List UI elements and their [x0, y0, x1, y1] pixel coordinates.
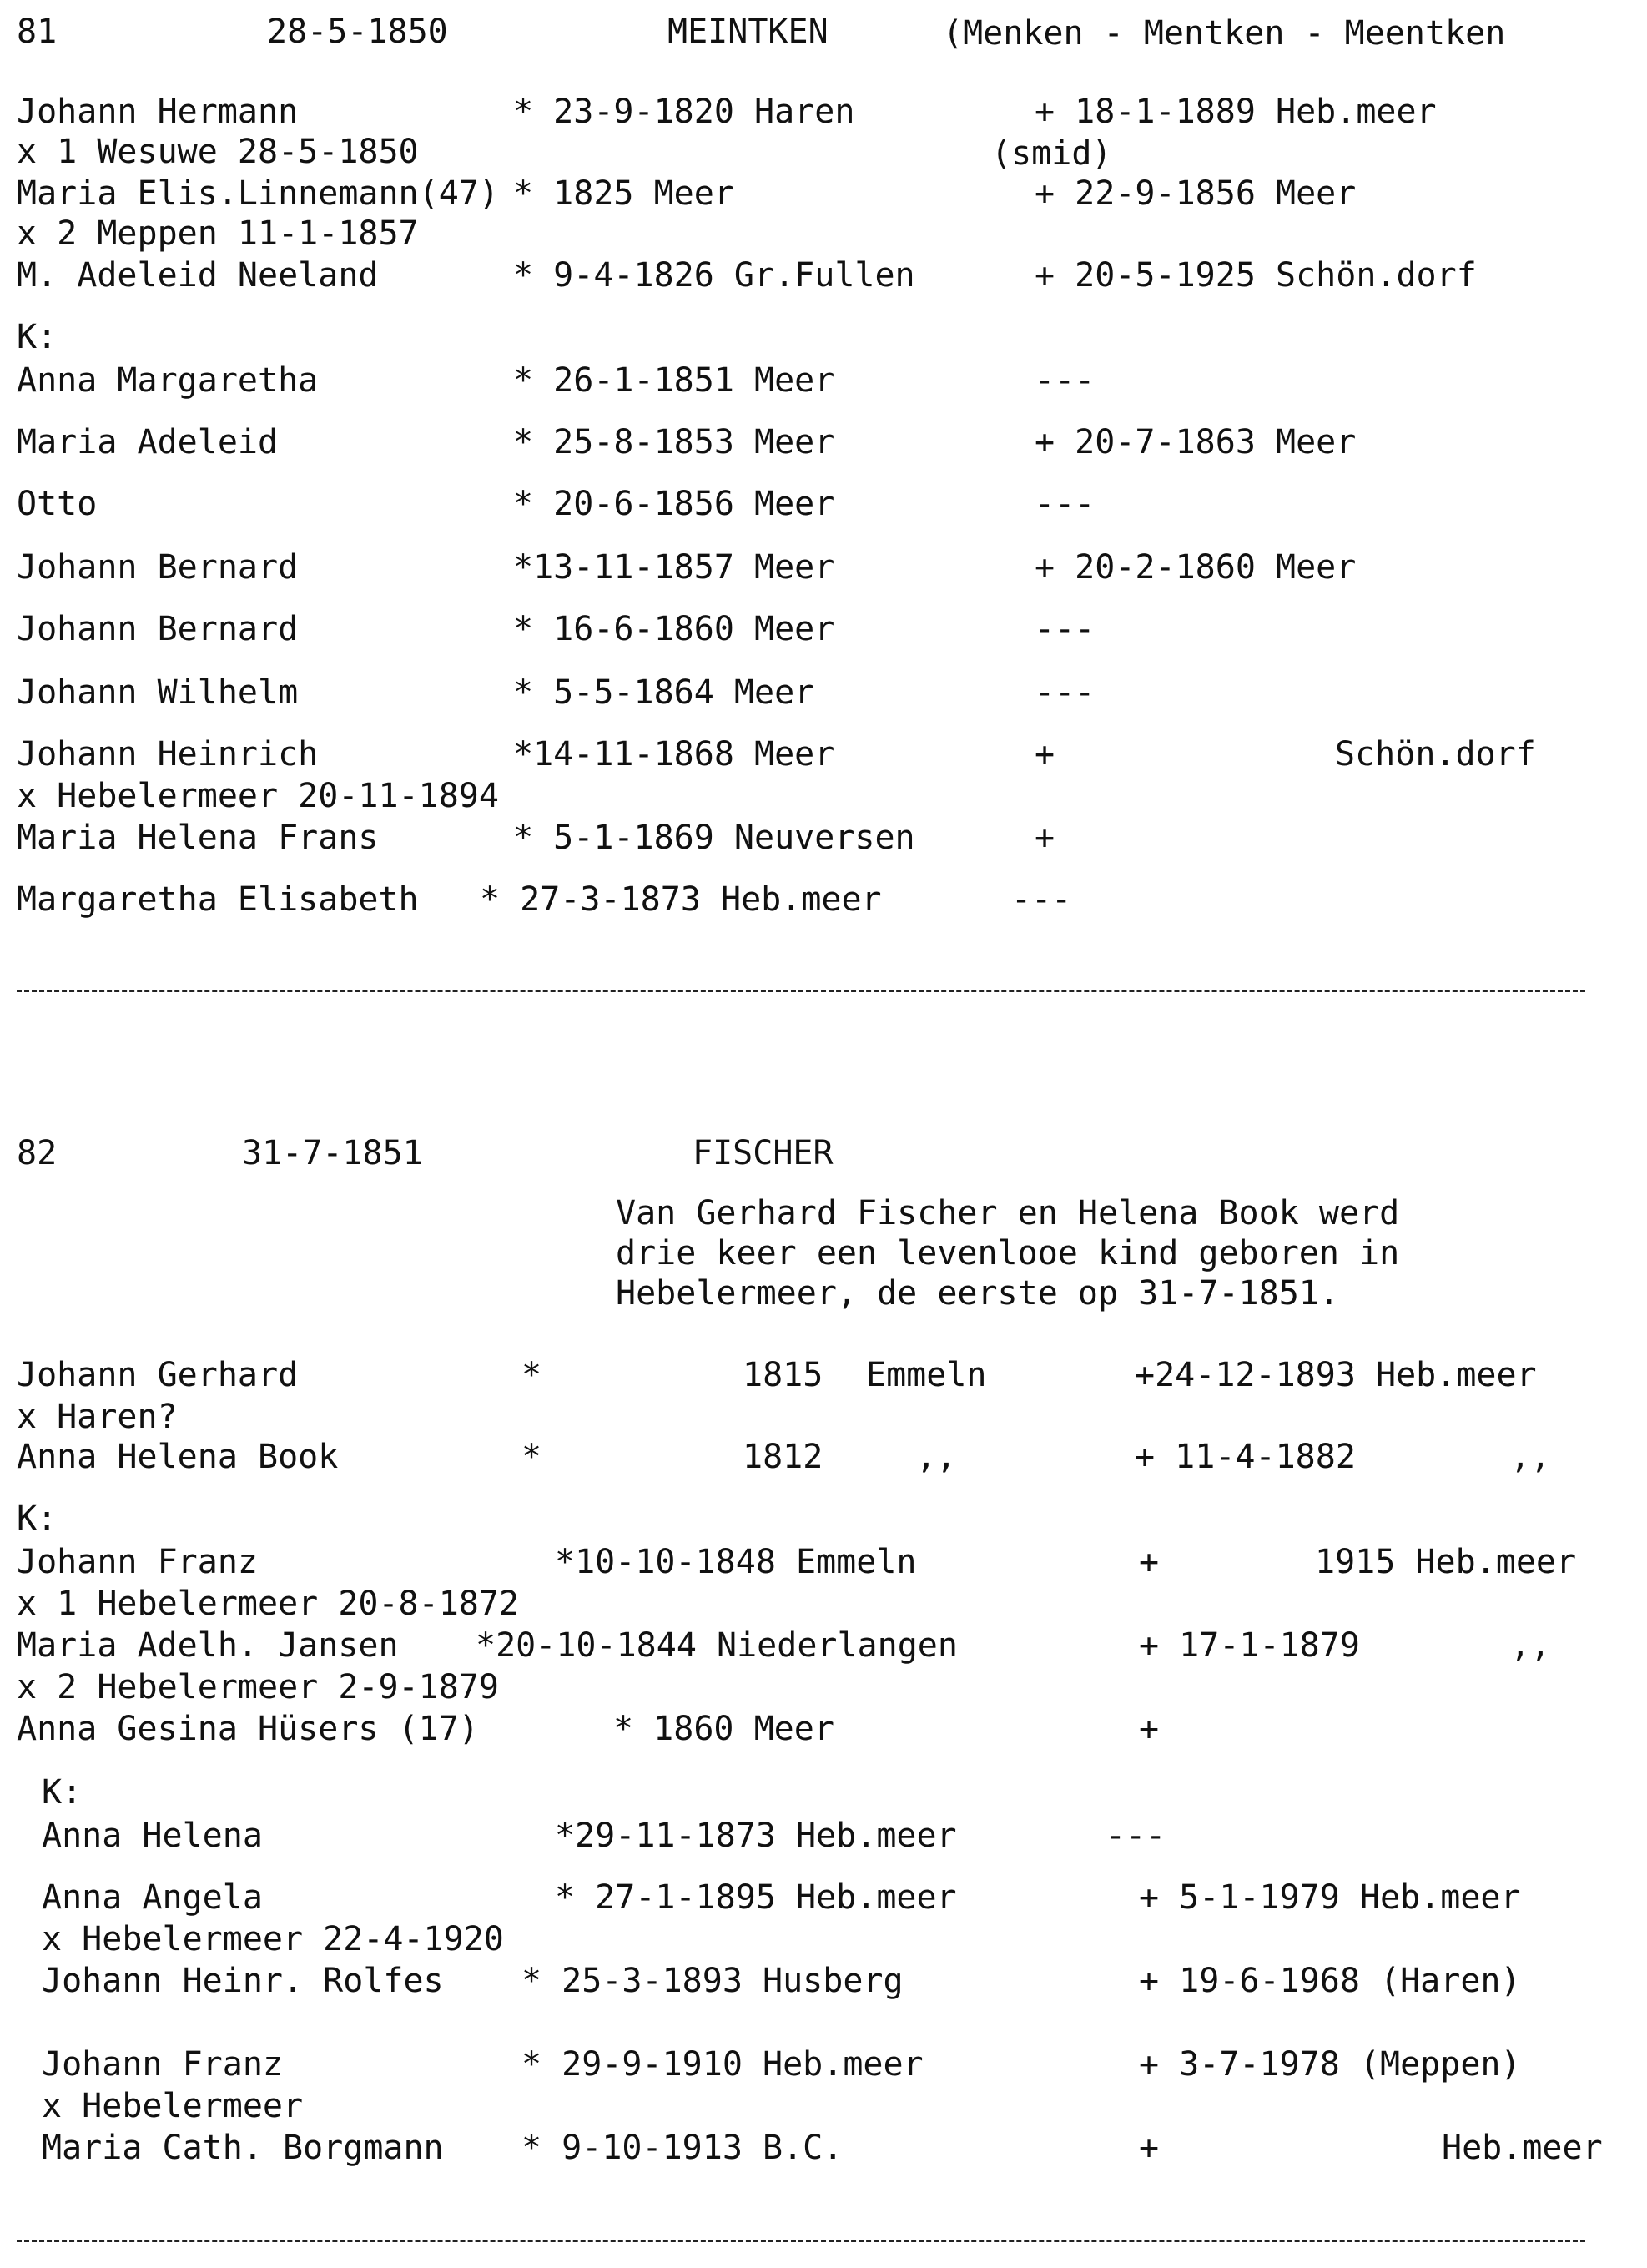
child-death: --- [1011, 880, 1072, 919]
child-birth: * 25-8-1853 Meer [513, 423, 835, 461]
entry-note-line: Hebelermeer, de eerste op 31-7-1851. [616, 1274, 1339, 1313]
entry-note-line: Van Gerhard Fischer en Helena Book werd [616, 1194, 1400, 1232]
marriage-1: x 1 Wesuwe 28-5-1850 [17, 133, 419, 171]
marriage: x Haren? [17, 1398, 178, 1436]
child-spouse-2-birth: * 1860 Meer [613, 1710, 834, 1748]
child-death: --- [1035, 361, 1095, 400]
wife-name: Anna Helena Book [17, 1438, 339, 1476]
child-spouse-birth: * 5-1-1869 Neuversen [513, 819, 915, 857]
child-name: Johann Franz [17, 1543, 258, 1581]
grandchild-name: Johann Franz [42, 2045, 283, 2084]
child-spouse-2-name: Anna Gesina Hüsers (17) [17, 1710, 479, 1748]
grandchild-spouse-birth: * 9-10-1913 B.C. [521, 2129, 844, 2167]
section-divider [17, 2240, 1585, 2242]
child-name: Johann Bernard [17, 610, 299, 648]
child-death-detail: 1915 Heb.meer [1315, 1543, 1577, 1581]
grandchild-birth: *29-11-1873 Heb.meer [555, 1817, 957, 1855]
child-marriage: x Hebelermeer 20-11-1894 [17, 777, 499, 815]
child-spouse-2-death: + [1139, 1710, 1160, 1748]
surname-variants: (Menken - Mentken - Meentken [943, 14, 1506, 53]
child-birth: * 5-5-1864 Meer [513, 673, 815, 712]
husband-name: Johann Hermann [17, 93, 299, 131]
grandchild-marriage: x Hebelermeer 22-4-1920 [42, 1920, 504, 1958]
entry-surname: MEINTKEN [667, 13, 829, 51]
husband-death: + 18-1-1889 Heb.meer [1035, 93, 1437, 131]
grandchild-spouse-name: Johann Heinr. Rolfes [42, 1962, 444, 2000]
child-name: Otto [17, 485, 98, 523]
wife-2-name: M. Adeleid Neeland [17, 256, 379, 295]
grandchildren-label: K: [42, 1773, 83, 1812]
husband-death: +24-12-1893 Heb.meer [1135, 1356, 1537, 1394]
grandchild-death: + 5-1-1979 Heb.meer [1139, 1878, 1521, 1917]
grandchild-spouse-death: + [1139, 2129, 1160, 2167]
child-name: Johann Wilhelm [17, 673, 299, 712]
husband-occupation: (smid) [991, 134, 1112, 173]
grandchild-death: --- [1106, 1817, 1166, 1855]
child-birth: * 26-1-1851 Meer [513, 361, 835, 400]
husband-name: Johann Gerhard [17, 1356, 299, 1394]
child-spouse-1-death: + 17-1-1879 [1139, 1626, 1360, 1665]
grandchild-name: Anna Angela [42, 1878, 263, 1917]
grandchild-spouse-birth: * 25-3-1893 Husberg [521, 1962, 904, 2000]
child-spouse-1-name: Maria Adelh. Jansen [17, 1626, 399, 1665]
child-name: Anna Margaretha [17, 361, 319, 400]
child-death: + [1035, 735, 1055, 774]
husband-birth: * 23-9-1820 Haren [513, 93, 855, 131]
child-birth: * 16-6-1860 Meer [513, 610, 835, 648]
child-spouse-1-birth: *20-10-1844 Niederlangen [476, 1626, 958, 1665]
child-birth: * 20-6-1856 Meer [513, 485, 835, 523]
entry-number: 81 [17, 13, 58, 51]
grandchild-birth: * 27-1-1895 Heb.meer [555, 1878, 957, 1917]
children-label: K: [17, 318, 58, 356]
child-name: Margaretha Elisabeth [17, 880, 419, 919]
wife-birth-star: * [521, 1438, 542, 1476]
child-spouse-death: + [1035, 819, 1055, 857]
child-birth: *10-10-1848 Emmeln [555, 1543, 917, 1581]
section-divider [17, 990, 1585, 992]
child-name: Johann Bernard [17, 548, 299, 587]
grandchild-spouse-name: Maria Cath. Borgmann [42, 2129, 444, 2167]
entry-date: 28-5-1850 [267, 13, 448, 51]
wife-birth-year: 1812 [743, 1438, 824, 1476]
child-birth: *14-11-1868 Meer [513, 735, 835, 774]
wife-death-place: ,, [1510, 1438, 1551, 1476]
wife-2-birth: * 9-4-1826 Gr.Fullen [513, 256, 915, 295]
child-death: + [1139, 1543, 1160, 1581]
grandchild-death: + 3-7-1978 (Meppen) [1139, 2045, 1521, 2084]
grandchild-spouse-death: + 19-6-1968 (Haren) [1139, 1962, 1521, 2000]
child-name: Maria Adeleid [17, 423, 279, 461]
entry-number: 82 [17, 1134, 58, 1172]
child-spouse-1-death-place: ,, [1510, 1626, 1551, 1665]
wife-1-death: + 22-9-1856 Meer [1035, 174, 1357, 213]
entry-note-line: drie keer een levenlooe kind geboren in [616, 1234, 1400, 1273]
entry-surname: FISCHER [693, 1134, 834, 1172]
child-death-place: Schön.dorf [1335, 735, 1536, 774]
child-death: + 20-7-1863 Meer [1035, 423, 1357, 461]
grandchild-birth: * 29-9-1910 Heb.meer [521, 2045, 924, 2084]
wife-1-birth: * 1825 Meer [513, 174, 734, 213]
wife-2-death: + 20-5-1925 Schön.dorf [1035, 256, 1477, 295]
child-spouse-name: Maria Helena Frans [17, 819, 379, 857]
husband-birth-year: 1815 [743, 1356, 824, 1394]
child-marriage-2: x 2 Hebelermeer 2-9-1879 [17, 1668, 499, 1706]
husband-birth-star: * [521, 1356, 542, 1394]
wife-death: + 11-4-1882 [1135, 1438, 1356, 1476]
child-name: Johann Heinrich [17, 735, 319, 774]
wife-birth-place: ,, [916, 1438, 957, 1476]
marriage-2: x 2 Meppen 11-1-1857 [17, 214, 419, 253]
entry-date: 31-7-1851 [242, 1134, 423, 1172]
wife-1-name: Maria Elis.Linnemann(47) [17, 174, 499, 213]
grandchild-marriage: x Hebelermeer [42, 2087, 304, 2125]
child-birth: * 27-3-1873 Heb.meer [480, 880, 882, 919]
child-death: --- [1035, 673, 1095, 712]
child-death: + 20-2-1860 Meer [1035, 548, 1357, 587]
child-marriage-1: x 1 Hebelermeer 20-8-1872 [17, 1585, 520, 1623]
grandchild-name: Anna Helena [42, 1817, 263, 1855]
child-death: --- [1035, 485, 1095, 523]
children-label: K: [17, 1499, 58, 1538]
husband-birth-place: Emmeln [866, 1356, 987, 1394]
child-birth: *13-11-1857 Meer [513, 548, 835, 587]
grandchild-spouse-death-place: Heb.meer [1442, 2129, 1603, 2167]
child-death: --- [1035, 610, 1095, 648]
